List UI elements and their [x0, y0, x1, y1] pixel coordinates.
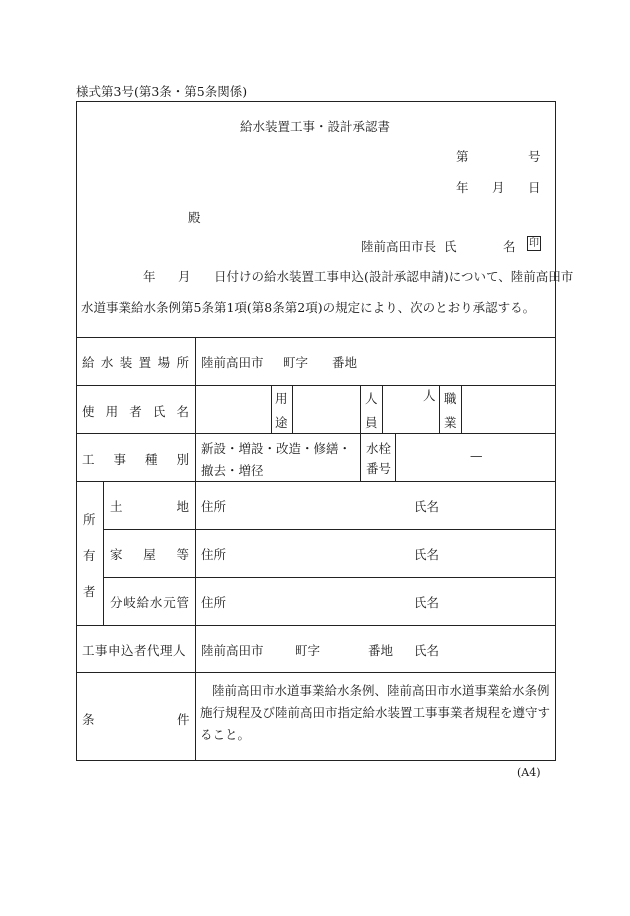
meter-char-1: 水栓 [366, 441, 392, 456]
rule-work-v1 [360, 433, 361, 481]
condition-text: 陸前高田市水道事業給水条例、陸前高田市水道事業給水条例施行規程及び陸前高田市指定給水装置工事事業者規程を遵守すること。 [200, 683, 551, 742]
number-dai: 第 [456, 149, 469, 164]
number-go: 号 [528, 149, 541, 164]
house-name-label: 氏名 [414, 547, 440, 562]
label-location: 給 水 装 置 場 所 [82, 355, 189, 370]
body-month: 月 [178, 269, 191, 284]
owner-group-char-1: 所 [83, 512, 96, 527]
location-city: 陸前高田市 [201, 355, 264, 370]
body-year: 年 [143, 269, 156, 284]
rule-user-v4 [382, 385, 383, 433]
jinin-char-2: 員 [365, 415, 378, 430]
date-month: 月 [492, 180, 505, 195]
issuer-shi: 氏 [444, 239, 457, 254]
jinin-char-1: 人 [365, 391, 378, 406]
rule-work-v2 [395, 433, 396, 481]
label-work-type: 工 事 種 別 [82, 452, 189, 467]
rule-row-5 [76, 672, 556, 673]
date-year: 年 [456, 180, 469, 195]
label-house: 家 屋 等 [110, 547, 189, 562]
label-condition-1: 条 [82, 712, 95, 727]
seal-mark: 印 [529, 238, 539, 249]
agent-banchi: 番地 [368, 643, 394, 658]
work-type-options: 新設・増設・改造・修繕・撤去・増径 [201, 441, 352, 478]
issuer-mei: 名 [503, 239, 516, 254]
date-day: 日 [528, 180, 541, 195]
document-title: 給水装置工事・設計承認書 [239, 119, 390, 134]
form-label: 様式第3号(第3条・第5条関係) [76, 84, 248, 99]
rule-owner-1 [103, 529, 556, 530]
form-frame [76, 101, 556, 761]
land-name-label: 氏名 [414, 499, 440, 514]
location-cho: 町字 [283, 355, 309, 370]
paper-size-label: (A4) [517, 766, 541, 779]
rule-user-v2 [292, 385, 293, 433]
rule-row-1 [76, 385, 556, 386]
body-line1: 日付けの給水装置工事申込(設計承認申請)について、陸前高田市 [214, 269, 574, 284]
issuer-title: 陸前高田市長 [361, 239, 437, 254]
owner-group-char-2: 有 [83, 548, 96, 563]
label-agent: 工事申込者代理人 [82, 643, 187, 658]
land-address-label: 住所 [201, 499, 227, 514]
rule-user-v1 [271, 385, 272, 433]
rule-owner-2 [103, 577, 556, 578]
rule-label-divider [195, 337, 196, 760]
location-banchi: 番地 [332, 355, 358, 370]
yoto-char-2: 途 [275, 415, 288, 430]
label-user: 使 用 者 氏 名 [82, 404, 189, 419]
shoku-char-1: 職 [444, 391, 457, 406]
rule-row-2 [76, 433, 556, 434]
rule-user-v3 [360, 385, 361, 433]
shoku-char-2: 業 [444, 415, 457, 430]
owner-group-char-3: 者 [83, 584, 96, 599]
agent-city: 陸前高田市 [201, 643, 264, 658]
label-condition-2: 件 [177, 712, 190, 727]
branch-address-label: 住所 [201, 595, 227, 610]
addressee-suffix: 殿 [188, 210, 201, 225]
rule-user-v6 [461, 385, 462, 433]
rule-top-table [76, 337, 556, 338]
nin-unit: 人 [423, 388, 436, 403]
agent-cho: 町字 [295, 643, 321, 658]
rule-user-v5 [439, 385, 440, 433]
branch-name-label: 氏名 [414, 595, 440, 610]
label-branch-main: 分 岐 給 水 元 管 [110, 595, 189, 610]
house-address-label: 住所 [201, 547, 227, 562]
meter-char-2: 番号 [366, 461, 392, 476]
label-land: 土 地 [110, 499, 189, 514]
yoto-char-1: 用 [275, 391, 288, 406]
rule-owner-group-divider [103, 481, 104, 625]
body-line2: 水道事業給水条例第5条第1項(第8条第2項)の規定により、次のとおり承認する。 [81, 300, 536, 315]
rule-row-4 [76, 625, 556, 626]
meter-dash: — [470, 448, 483, 463]
agent-name-label: 氏名 [414, 643, 440, 658]
